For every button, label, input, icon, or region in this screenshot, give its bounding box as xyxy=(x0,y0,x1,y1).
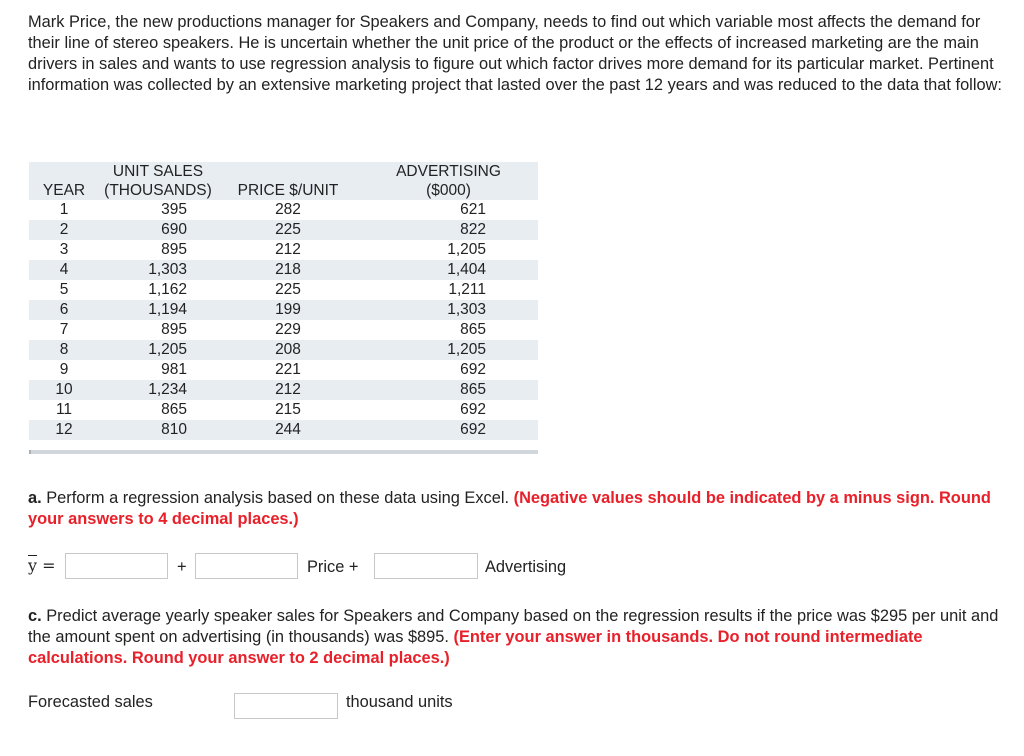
cell-year: 7 xyxy=(29,320,99,340)
cell-price: 218 xyxy=(217,260,359,280)
table-body xyxy=(29,200,538,440)
cell-advertising: 1,211 xyxy=(359,280,538,300)
table-row xyxy=(29,300,538,320)
cell-advertising: 621 xyxy=(359,200,538,220)
cell-advertising: 692 xyxy=(359,420,538,440)
yhat-symbol: $\overline{y}$ = xyxy=(28,556,56,575)
cell-price: 229 xyxy=(217,320,359,340)
equals-sign: = xyxy=(42,556,56,575)
cell-price: 199 xyxy=(217,300,359,320)
cell-price: 212 xyxy=(217,380,359,400)
cell-unit-sales: 1,194 xyxy=(99,300,217,320)
table-row xyxy=(29,380,538,400)
table-row xyxy=(29,220,538,240)
data-table xyxy=(29,162,538,440)
cell-advertising: 865 xyxy=(359,380,538,400)
cell-advertising: 1,404 xyxy=(359,260,538,280)
cell-unit-sales: 981 xyxy=(99,360,217,380)
cell-advertising: 1,303 xyxy=(359,300,538,320)
question-a-label: a. xyxy=(28,489,42,507)
plus-sign: + xyxy=(177,558,187,576)
problem-intro: Mark Price, the new productions manager for Speakers and Company, needs to find out which variable most affects the demand for their line of stereo speakers. He is uncertain whether the unit price of the product or the effects of increased marketing are the main drivers in sales and wants to use regression analysis to figure out which factor drives more demand for its particular market. Pertinent information was collected by an extensive marketing project that lasted over the past 12 years and was reduced to the data that follow: xyxy=(28,13,1002,94)
cell-unit-sales: 865 xyxy=(99,400,217,420)
cell-year: 1 xyxy=(29,200,99,220)
cell-unit-sales: 1,303 xyxy=(99,260,217,280)
table-row xyxy=(29,360,538,380)
header-unit-sales-line2: (THOUSANDS) xyxy=(104,182,212,199)
header-unit-sales-line1: UNIT SALES xyxy=(112,163,204,180)
cell-price: 215 xyxy=(217,400,359,420)
cell-price: 212 xyxy=(217,240,359,260)
forecast-input[interactable] xyxy=(234,693,338,719)
cell-year: 2 xyxy=(29,220,99,240)
cell-year: 10 xyxy=(29,380,99,400)
cell-advertising: 1,205 xyxy=(359,340,538,360)
table-row xyxy=(29,280,538,300)
table-row xyxy=(29,420,538,440)
header-price: PRICE $/UNIT xyxy=(217,162,359,200)
forecast-row xyxy=(28,693,628,721)
cell-unit-sales: 690 xyxy=(99,220,217,240)
question-a xyxy=(28,488,1013,530)
cell-year: 8 xyxy=(29,340,99,360)
cell-advertising: 692 xyxy=(359,400,538,420)
header-year: YEAR xyxy=(29,162,99,200)
question-c-label: c. xyxy=(28,607,42,625)
header-advertising xyxy=(359,162,538,200)
cell-unit-sales: 1,205 xyxy=(99,340,217,360)
question-c-instruction: (Enter your answer in thousands. Do not round intermediate calculations. Round your answer to 2 decimal places.) xyxy=(28,628,923,667)
cell-unit-sales: 395 xyxy=(99,200,217,220)
regression-equation xyxy=(28,553,628,581)
cell-year: 9 xyxy=(29,360,99,380)
question-a-instruction: (Negative values should be indicated by a minus sign. Round your answers to 4 decimal places.) xyxy=(28,489,991,528)
cell-price: 225 xyxy=(217,220,359,240)
unit-label: thousand units xyxy=(346,693,453,711)
cell-year: 12 xyxy=(29,420,99,440)
cell-unit-sales: 895 xyxy=(99,320,217,340)
cell-price: 282 xyxy=(217,200,359,220)
cell-advertising: 1,205 xyxy=(359,240,538,260)
question-c xyxy=(28,606,1013,669)
cell-advertising: 822 xyxy=(359,220,538,240)
advertising-coefficient-input[interactable] xyxy=(374,553,478,579)
intercept-input[interactable] xyxy=(65,553,168,579)
header-advertising-line2: ($000) xyxy=(426,182,471,199)
cell-price: 208 xyxy=(217,340,359,360)
question-c-text: Predict average yearly speaker sales for Speakers and Company based on the regression results if the price was $295 per unit and the amount spent on advertising (in thousands) was $895. xyxy=(28,607,999,646)
header-advertising-line1: ADVERTISING xyxy=(396,163,501,180)
table-bottom-rule xyxy=(29,450,538,454)
cell-year: 4 xyxy=(29,260,99,280)
cell-price: 221 xyxy=(217,360,359,380)
cell-price: 225 xyxy=(217,280,359,300)
price-label: Price + xyxy=(307,558,359,576)
table-row xyxy=(29,260,538,280)
cell-advertising: 865 xyxy=(359,320,538,340)
table-header-row xyxy=(29,162,538,200)
cell-unit-sales: 895 xyxy=(99,240,217,260)
cell-year: 6 xyxy=(29,300,99,320)
table-row xyxy=(29,320,538,340)
cell-unit-sales: 810 xyxy=(99,420,217,440)
header-unit-sales xyxy=(99,162,217,200)
table-row xyxy=(29,240,538,260)
advertising-label: Advertising xyxy=(485,558,567,576)
question-a-text: Perform a regression analysis based on these data using Excel. xyxy=(41,489,514,507)
cell-year: 11 xyxy=(29,400,99,420)
cell-year: 5 xyxy=(29,280,99,300)
table-row xyxy=(29,200,538,220)
table-row xyxy=(29,340,538,360)
cell-advertising: 692 xyxy=(359,360,538,380)
cell-unit-sales: 1,234 xyxy=(99,380,217,400)
price-coefficient-input[interactable] xyxy=(195,553,298,579)
cell-price: 244 xyxy=(217,420,359,440)
cell-unit-sales: 1,162 xyxy=(99,280,217,300)
cell-year: 3 xyxy=(29,240,99,260)
forecast-label: Forecasted sales xyxy=(28,693,153,711)
table-row xyxy=(29,400,538,420)
